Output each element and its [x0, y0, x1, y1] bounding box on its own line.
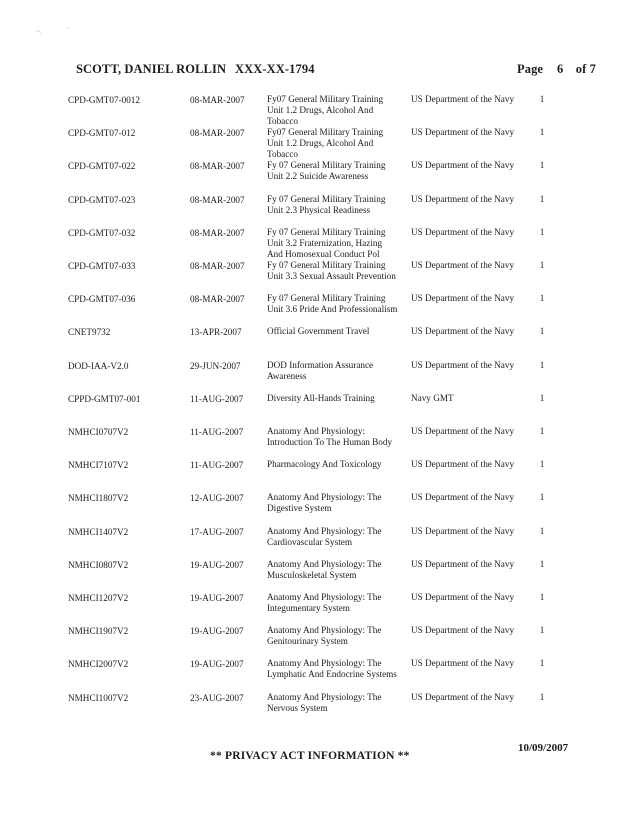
course-code: CPD-GMT07-033 — [68, 261, 136, 271]
completion-date: 17-AUG-2007 — [190, 526, 244, 537]
course-count: 1 — [539, 492, 545, 503]
course-count: 1 — [539, 94, 545, 104]
course-count: 1 — [539, 525, 545, 536]
completion-date: 08-MAR-2007 — [190, 227, 245, 238]
course-count: 1 — [539, 426, 545, 436]
completion-date: 11-AUG-2007 — [190, 393, 244, 404]
course-title: Anatomy And Physiology: The Lymphatic And Endocrine Systems — [267, 658, 397, 680]
organization: US Department of the Navy — [411, 492, 515, 503]
organization: US Department of the Navy — [411, 525, 515, 536]
course-code: NMHCI1907V2 — [68, 626, 129, 637]
page-total: of 7 — [575, 62, 596, 76]
course-code: CPD-GMT07-0012 — [68, 95, 140, 105]
course-code: NMHCI1807V2 — [68, 493, 129, 504]
page-header — [76, 62, 596, 82]
course-count: 1 — [539, 691, 545, 702]
completion-date: 11-AUG-2007 — [190, 460, 244, 471]
course-code: DOD-IAA-V2.0 — [68, 360, 129, 371]
course-count: 1 — [539, 658, 545, 669]
course-code: NMHCI2007V2 — [68, 659, 129, 670]
completion-date: 08-MAR-2007 — [190, 261, 245, 271]
course-code: NMHCI1007V2 — [68, 692, 129, 703]
course-title: Fy 07 General Military Training Unit 2.3 Physical Readiness — [267, 193, 386, 215]
course-title: Anatomy And Physiology: The Musculoskeletal System — [267, 558, 382, 580]
course-title: Fy07 General Military Training Unit 1.2 Drugs, Alcohol And Tobacco — [267, 127, 384, 160]
course-count: 1 — [539, 293, 545, 304]
organization: US Department of the Navy — [411, 260, 515, 270]
course-code: NMHCI0707V2 — [68, 427, 129, 437]
completion-date: 08-MAR-2007 — [190, 161, 245, 172]
course-count: 1 — [539, 326, 545, 337]
course-title: Official Government Travel — [267, 326, 370, 337]
completion-date: 19-AUG-2007 — [190, 626, 244, 637]
organization: US Department of the Navy — [411, 691, 515, 702]
completion-date: 23-AUG-2007 — [190, 692, 244, 703]
person-name: SCOTT, DANIEL ROLLIN — [76, 62, 227, 76]
scan-artifact: ~. — [36, 28, 42, 36]
course-title: Fy 07 General Military Training Unit 3.6 Pride And Professionalism — [267, 293, 398, 315]
completion-date: 19-AUG-2007 — [190, 593, 244, 603]
course-count: 1 — [539, 127, 545, 138]
privacy-notice: ** PRIVACY ACT INFORMATION ** — [210, 750, 410, 762]
completion-date: 13-APR-2007 — [190, 327, 242, 338]
course-count: 1 — [539, 558, 545, 569]
organization: US Department of the Navy — [411, 160, 515, 171]
course-code: CPD-GMT07-036 — [68, 294, 136, 305]
completion-date: 08-MAR-2007 — [190, 294, 245, 305]
course-title: Anatomy And Physiology: Introduction To The Human Body — [267, 426, 393, 447]
course-count: 1 — [539, 260, 545, 270]
course-code: NMHCI1407V2 — [68, 526, 129, 537]
course-count: 1 — [539, 459, 545, 470]
organization: US Department of the Navy — [411, 193, 515, 204]
course-count: 1 — [539, 592, 545, 602]
course-count: 1 — [539, 359, 545, 370]
organization: US Department of the Navy — [411, 94, 515, 104]
organization: US Department of the Navy — [411, 426, 515, 436]
course-code: CPD-GMT07-023 — [68, 194, 136, 205]
course-count: 1 — [539, 160, 545, 171]
organization: Navy GMT — [411, 392, 454, 403]
page-number: 6 — [557, 62, 564, 76]
course-title: Anatomy And Physiology: The Digestive System — [267, 492, 382, 514]
organization: US Department of the Navy — [411, 658, 515, 669]
completion-date: 08-MAR-2007 — [190, 194, 245, 205]
organization: US Department of the Navy — [411, 293, 515, 304]
organization: US Department of the Navy — [411, 625, 515, 636]
completion-date: 12-AUG-2007 — [190, 493, 244, 504]
course-code: NMHCI7107V2 — [68, 460, 129, 471]
report-date: 10/09/2007 — [518, 742, 569, 754]
course-title: Fy 07 General Military Training Unit 3.2 Fraternization, Hazing And Homosexual Conduct Pol — [267, 226, 386, 259]
course-title: Anatomy And Physiology: The Cardiovascular System — [267, 525, 382, 547]
masked-ssn: XXX-XX-1794 — [235, 62, 315, 76]
organization: US Department of the Navy — [411, 592, 515, 602]
course-count: 1 — [539, 625, 545, 636]
organization: US Department of the Navy — [411, 558, 515, 569]
course-code: CPD-GMT07-012 — [68, 128, 136, 139]
course-title: Diversity All-Hands Training — [267, 392, 375, 403]
completion-date: 29-JUN-2007 — [190, 360, 241, 371]
organization: US Department of the Navy — [411, 226, 515, 237]
page-label: Page — [517, 62, 544, 76]
organization: US Department of the Navy — [411, 326, 515, 337]
course-title: Pharmacology And Toxicology — [267, 459, 382, 470]
completion-date: 19-AUG-2007 — [190, 559, 244, 570]
course-title: Fy 07 General Military Training Unit 2.2 Suicide Awareness — [267, 160, 386, 182]
course-code: NMHCI0807V2 — [68, 559, 129, 570]
completion-date: 11-AUG-2007 — [190, 427, 244, 437]
course-title: Anatomy And Physiology: The Integumentary System — [267, 592, 382, 613]
course-title: Fy07 General Military Training Unit 1.2 Drugs, Alcohol And Tobacco — [267, 94, 384, 126]
course-title: Anatomy And Physiology: The Nervous System — [267, 691, 382, 713]
course-code: CNET9732 — [68, 327, 111, 338]
course-count: 1 — [539, 392, 545, 403]
course-title: DOD Information Assurance Awareness — [267, 359, 374, 381]
course-title: Fy 07 General Military Training Unit 3.3 Sexual Assault Prevention — [267, 260, 396, 281]
completion-date: 08-MAR-2007 — [190, 95, 245, 105]
organization: US Department of the Navy — [411, 127, 515, 138]
organization: US Department of the Navy — [411, 459, 515, 470]
completion-date: 08-MAR-2007 — [190, 128, 245, 139]
course-count: 1 — [539, 193, 545, 204]
course-title: Anatomy And Physiology: The Genitourinary System — [267, 625, 382, 647]
course-code: CPD-GMT07-032 — [68, 227, 136, 238]
course-code: CPPD-GMT07-001 — [68, 393, 141, 404]
scan-artifact: ' — [68, 26, 70, 34]
completion-date: 19-AUG-2007 — [190, 659, 244, 670]
course-code: NMHCI1207V2 — [68, 593, 129, 603]
course-code: CPD-GMT07-022 — [68, 161, 136, 172]
course-count: 1 — [539, 226, 545, 237]
organization: US Department of the Navy — [411, 359, 515, 370]
